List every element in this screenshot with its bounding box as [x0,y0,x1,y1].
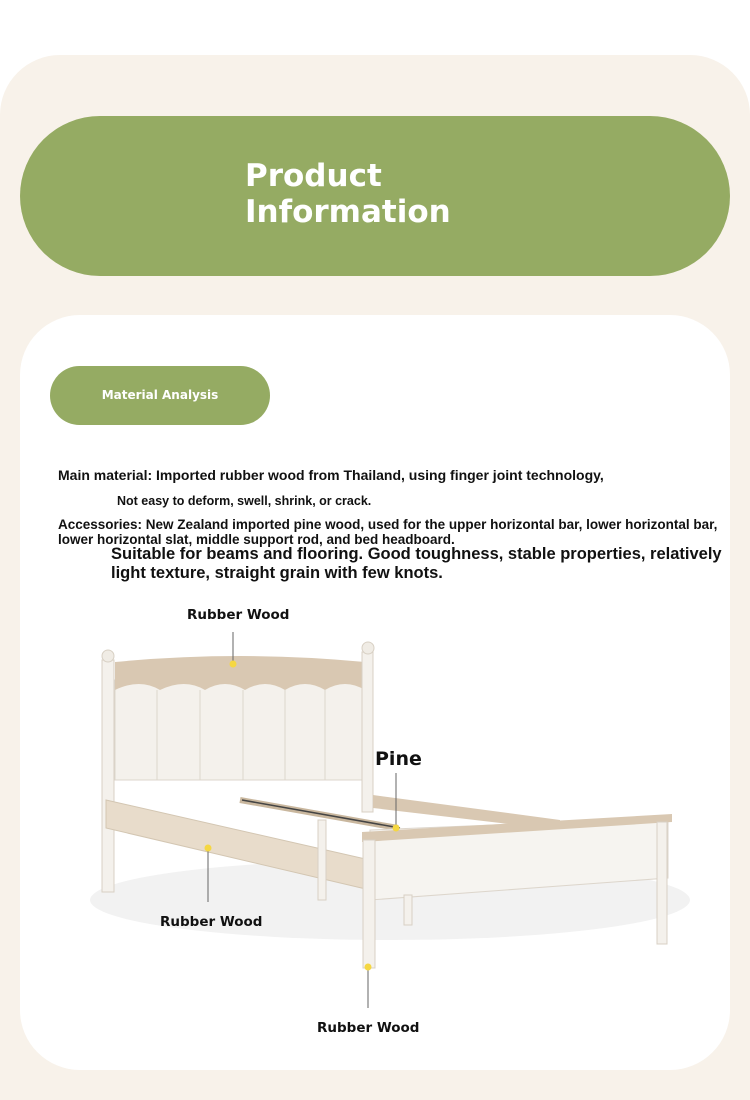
accessories-text: Accessories: New Zealand imported pine wood, used for the upper horizontal bar, lower horizontal bar, lower horizontal slat, middle support rod, and bed headboard. [58,517,718,547]
callout-headboard: Rubber Wood [187,607,290,623]
callout-side-rail: Rubber Wood [160,914,263,930]
title-line-1: Product [245,158,382,194]
main-material-text: Main material: Imported rubber wood from Thailand, using finger joint technology, [58,467,604,483]
callout-slat: Pine [375,748,422,770]
callout-dot [230,661,237,668]
callout-leg: Rubber Wood [317,1020,420,1036]
title-line-2: Information [245,194,451,230]
accessories-note: Suitable for beams and flooring. Good toughness, stable properties, relatively light texture, straight grain with few knots. [111,545,722,582]
section-label: Material Analysis [50,366,270,425]
main-material-note: Not easy to deform, swell, shrink, or crack. [117,494,372,508]
